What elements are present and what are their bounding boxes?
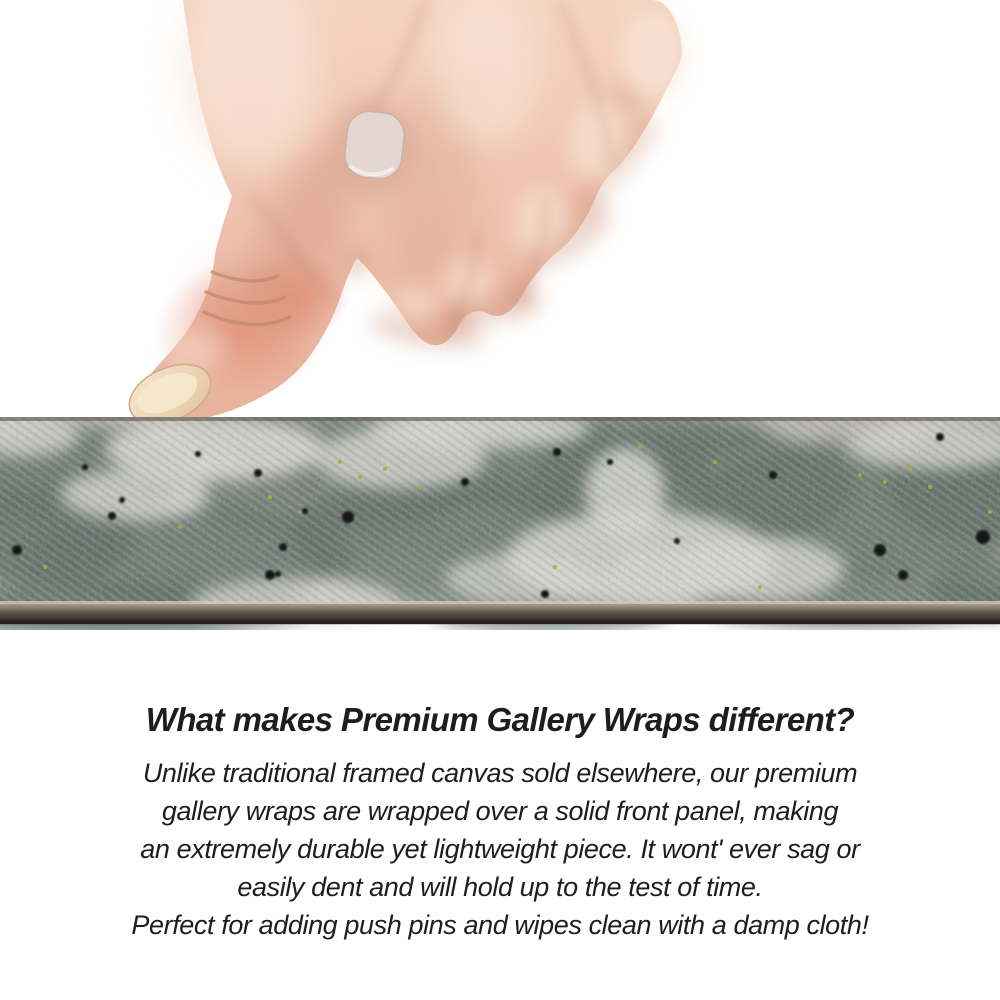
info-heading: What makes Premium Gallery Wraps different? xyxy=(145,701,855,738)
info-section xyxy=(0,700,1000,944)
hand-photo xyxy=(0,0,1000,422)
info-line-3: an extremely durable yet lightweight piece. It wont' ever sag or xyxy=(140,834,860,864)
canvas-texture xyxy=(0,417,1000,630)
info-line-5: Perfect for adding push pins and wipes clean with a damp cloth! xyxy=(131,910,869,940)
info-line-1: Unlike traditional framed canvas sold elsewhere, our premium xyxy=(142,758,858,788)
index-fingernail xyxy=(343,109,407,181)
canvas-bottom-edge xyxy=(0,601,1000,624)
info-line-4: easily dent and will hold up to the test of time. xyxy=(237,872,763,902)
canvas-top-edge xyxy=(0,417,1000,421)
info-line-2: gallery wraps are wrapped over a solid front panel, making xyxy=(161,796,839,826)
canvas-wrap-strip xyxy=(0,417,1000,630)
fist xyxy=(120,0,685,422)
hand-illustration xyxy=(0,0,1000,422)
